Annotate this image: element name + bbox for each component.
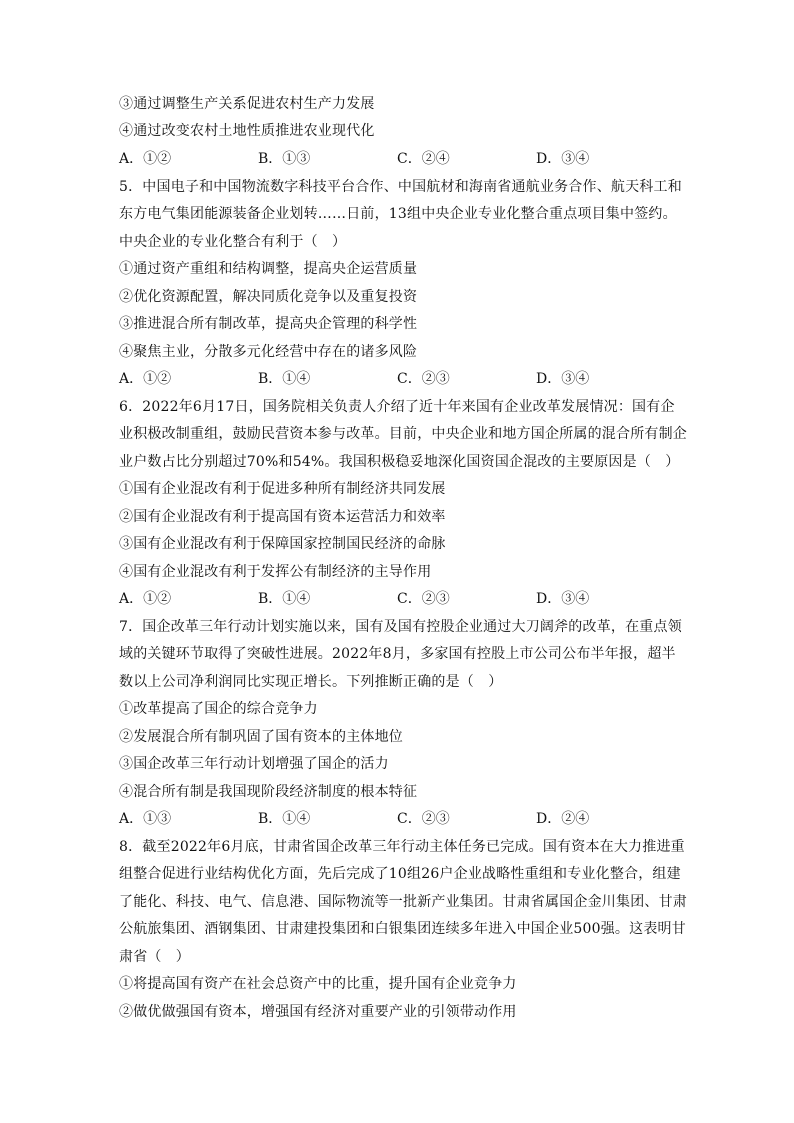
- q8-option-2: ②做优做强国有资本，增强国有经济对重要产业的引领带动作用: [119, 1004, 517, 1020]
- q7-option-2: ②发展混合所有制巩固了国有资本的主体地位: [119, 729, 403, 745]
- q8-stem-line-1: 8．截至2022年6月底，甘肃省国企改革三年行动主体任务已完成。国有资本在大力推进重: [119, 839, 685, 855]
- q5-option-4: ④聚焦主业，分散多元化经营中存在的诸多风险: [119, 344, 418, 360]
- q8-stem-line-2: 组整合促进行业结构优化方面，先后完成了10组26户企业战略性重组和专业化整合，组建: [119, 866, 681, 882]
- q4-option-4: ④通过改变农村土地性质推进农业现代化: [119, 123, 375, 139]
- q7-choice-a: A．①③: [119, 811, 172, 827]
- q4-option-3: ③通过调整生产关系促进农村生产力发展: [119, 96, 375, 112]
- q8-option-1: ①将提高国有资产在社会总资产中的比重，提升国有企业竞争力: [119, 976, 517, 992]
- q4-choice-c: C．②④: [397, 151, 450, 167]
- q6-stem-line-2: 业积极改制重组，鼓励民营资本参与改革。目前，中央企业和地方国企所属的混合所有制企: [119, 426, 687, 442]
- q5-option-3: ③推进混合所有制改革，提高央企管理的科学性: [119, 316, 418, 332]
- q4-choice-a: A．①②: [119, 151, 172, 167]
- q5-option-1: ①通过资产重组和结构调整，提高央企运营质量: [119, 261, 418, 277]
- q5-answer-choices: [119, 369, 679, 389]
- q6-option-1: ①国有企业混改有利于促进多种所有制经济共同发展: [119, 481, 446, 497]
- q8-stem-line-5: 肃省（ ）: [119, 949, 190, 965]
- q7-choice-c: C．②③: [397, 811, 450, 827]
- q5-stem-line-1: 5．中国电子和中国物流数字科技平台合作、中国航材和海南省通航业务合作、航天科工和: [119, 179, 682, 195]
- q7-option-4: ④混合所有制是我国现阶段经济制度的根本特征: [119, 784, 418, 800]
- q5-choice-a: A．①②: [119, 371, 172, 387]
- q4-choice-b: B．①③: [258, 151, 311, 167]
- q6-choice-c: C．②③: [397, 591, 450, 607]
- q6-stem-line-3: 业户数占比分别超过70%和54%。我国积极稳妥地深化国资国企混改的主要原因是（ ）: [119, 454, 680, 470]
- q5-stem-line-3: 中央企业的专业化整合有利于（ ）: [119, 234, 347, 250]
- q5-choice-b: B．①④: [258, 371, 311, 387]
- q4-choice-d: D．③④: [536, 151, 590, 167]
- q7-stem-line-3: 数以上公司净利润同比实现正增长。下列推断正确的是（ ）: [119, 674, 503, 690]
- q7-stem-line-1: 7．国企改革三年行动计划实施以来，国有及国有控股企业通过大刀阔斧的改革，在重点领: [119, 619, 682, 635]
- q6-answer-choices: [119, 589, 679, 609]
- q7-option-1: ①改革提高了国企的综合竞争力: [119, 701, 318, 717]
- q4-answer-choices: [119, 149, 679, 169]
- q7-choice-b: B．①④: [258, 811, 311, 827]
- q6-stem-line-1: 6．2022年6月17日，国务院相关负责人介绍了近十年来国有企业改革发展情况：国有企: [119, 399, 675, 415]
- q5-option-2: ②优化资源配置，解决同质化竞争以及重复投资: [119, 289, 418, 305]
- q5-choice-d: D．③④: [536, 371, 590, 387]
- q8-stem-line-3: 了能化、科技、电气、信息港、国际物流等一批新产业集团。甘肃省属国企金川集团、甘肃: [119, 894, 687, 910]
- q5-stem-line-2: 东方电气集团能源装备企业划转……日前，13组中央企业专业化整合重点项目集中签约。: [119, 206, 677, 222]
- q6-choice-d: D．③④: [536, 591, 590, 607]
- q7-choice-d: D．②④: [536, 811, 590, 827]
- q6-option-3: ③国有企业混改有利于保障国家控制国民经济的命脉: [119, 536, 446, 552]
- q7-stem-line-2: 域的关键环节取得了突破性进展。2022年8月，多家国有控股上市公司公布半年报，超半: [119, 646, 676, 662]
- q6-option-4: ④国有企业混改有利于发挥公有制经济的主导作用: [119, 564, 432, 580]
- q7-answer-choices: [119, 809, 679, 829]
- q8-stem-line-4: 公航旅集团、酒钢集团、甘肃建投集团和白银集团连续多年进入中国企业500强。这表明甘: [119, 921, 686, 937]
- q7-option-3: ③国企改革三年行动计划增强了国企的活力: [119, 756, 389, 772]
- q6-choice-a: A．①②: [119, 591, 172, 607]
- q6-option-2: ②国有企业混改有利于提高国有资本运营活力和效率: [119, 509, 446, 525]
- q5-choice-c: C．②③: [397, 371, 450, 387]
- q6-choice-b: B．①④: [258, 591, 311, 607]
